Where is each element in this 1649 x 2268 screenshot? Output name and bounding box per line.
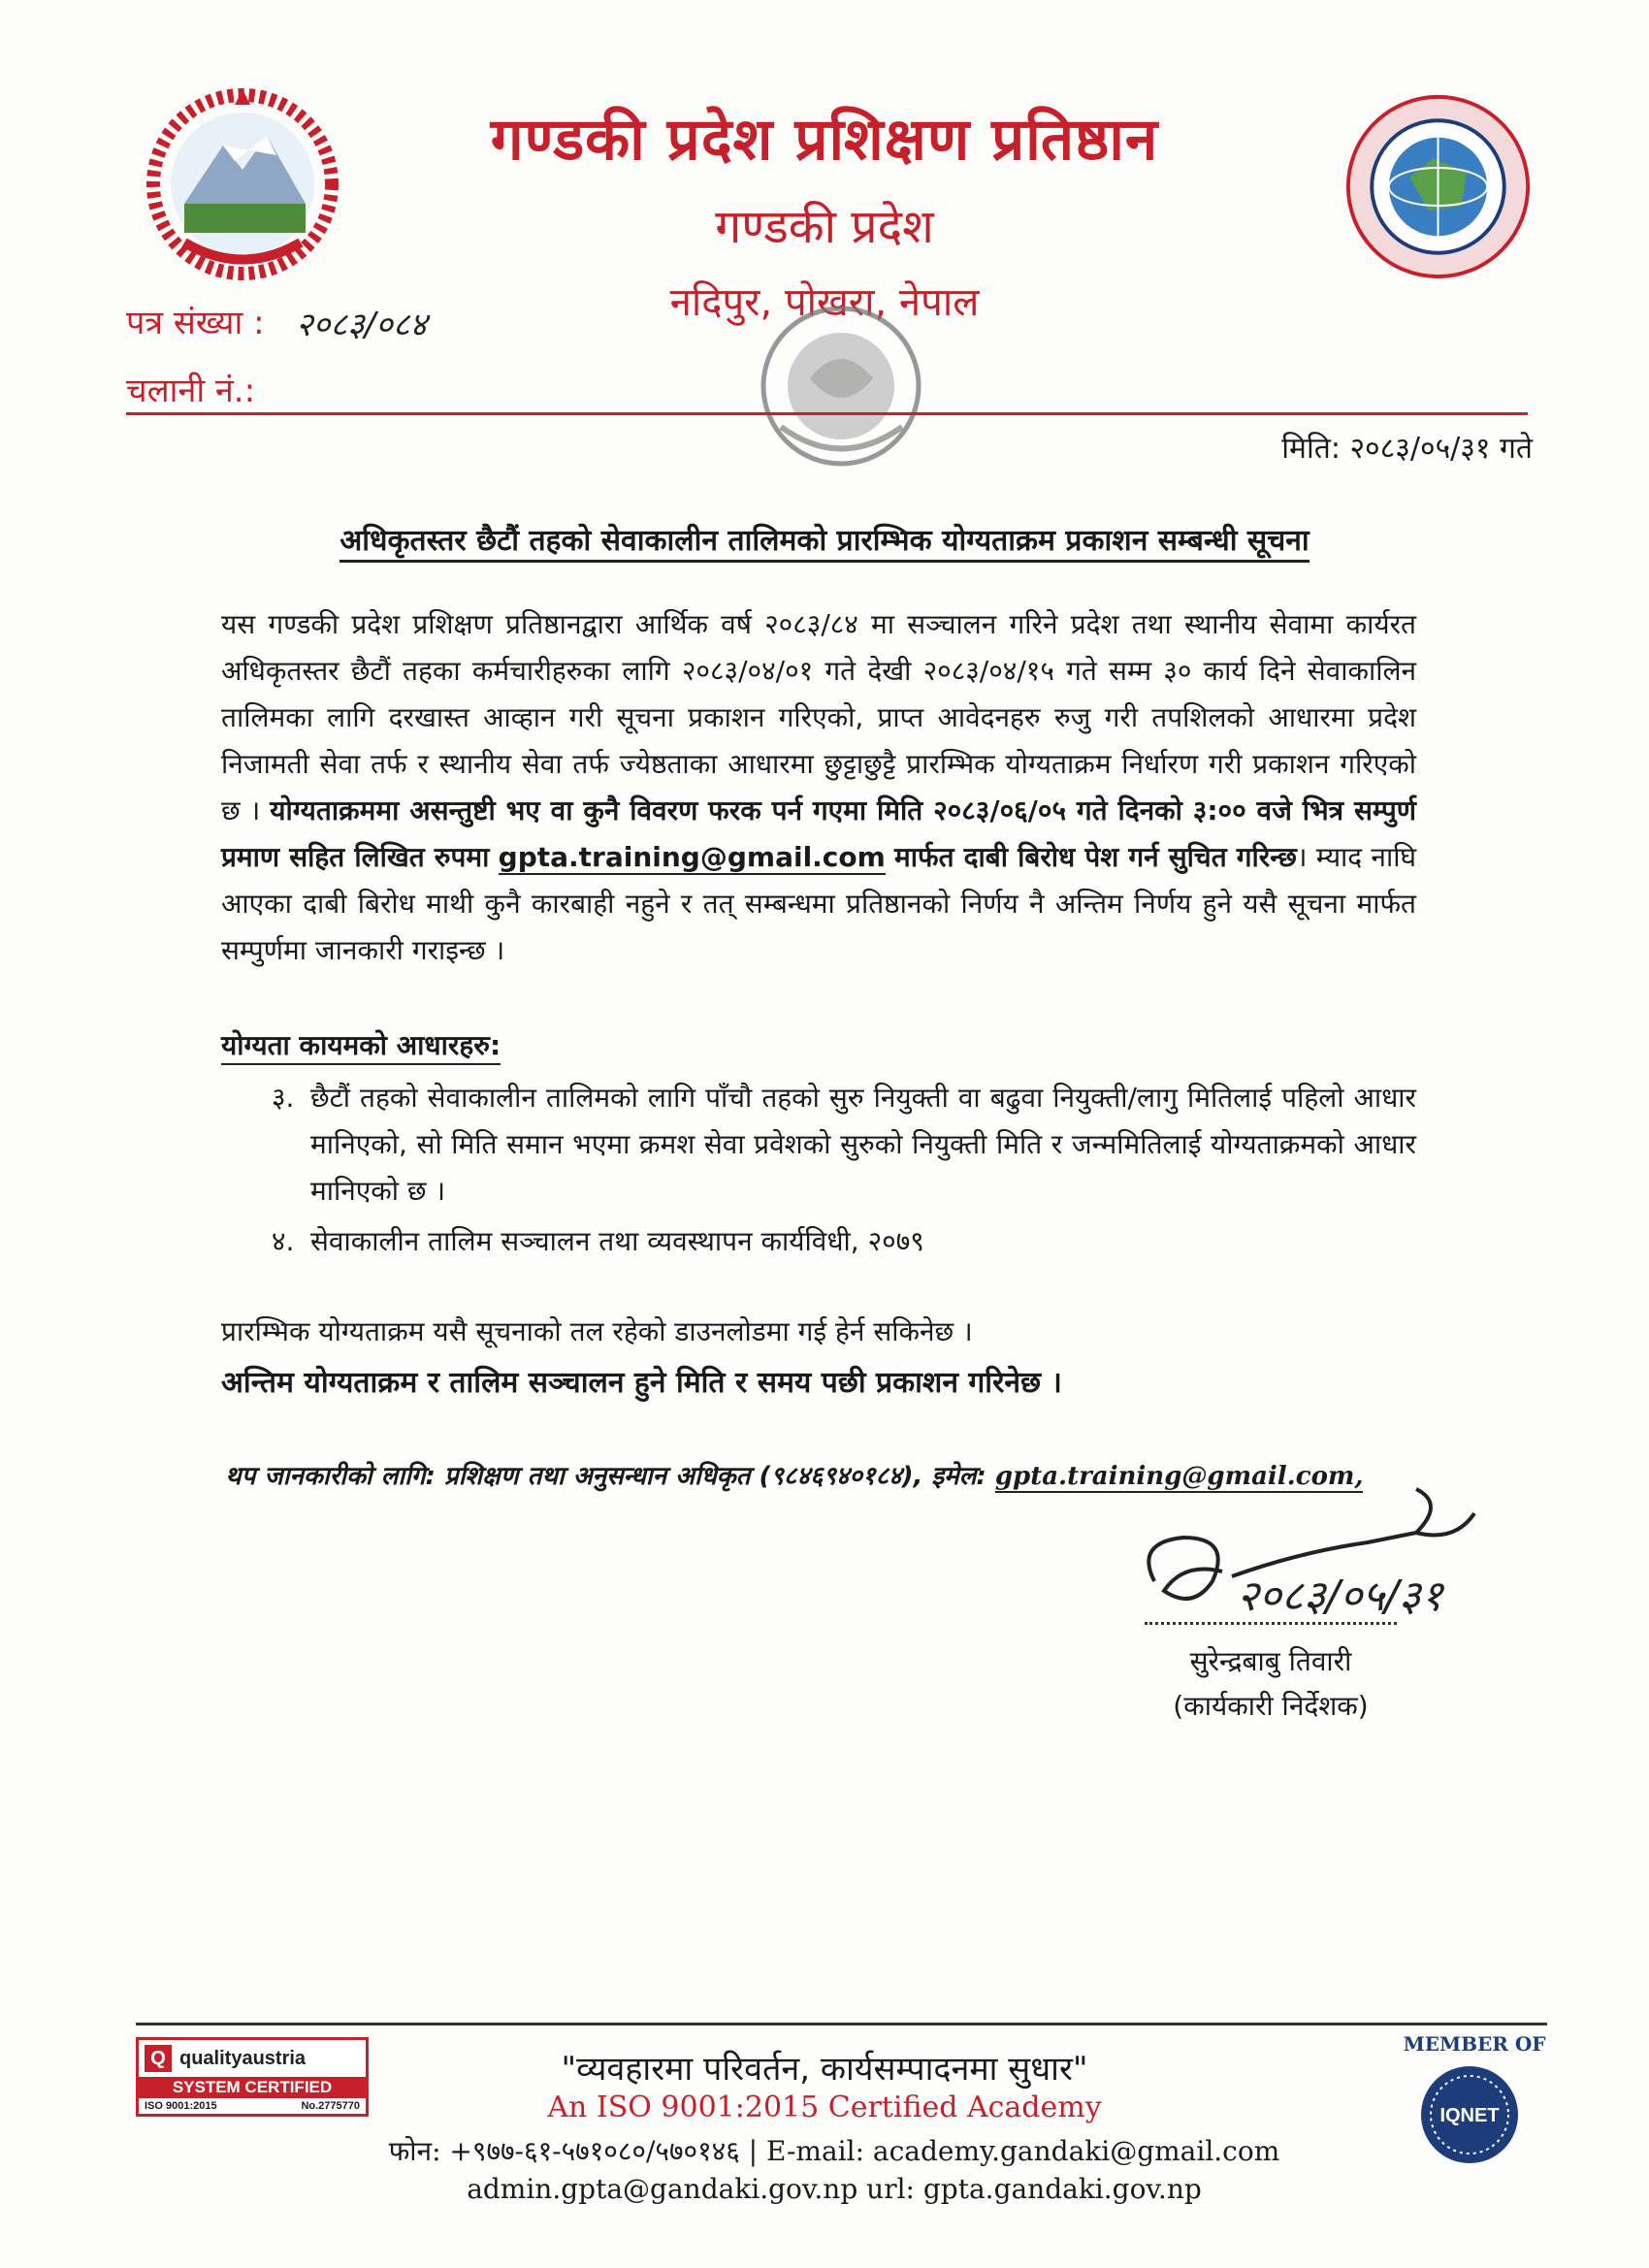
footer-web-links: admin.gpta@gandaki.gov.np url: gpta.gandaki.gov.np [467,2173,1202,2205]
province-name: गण्डकी प्रदेश [715,200,934,254]
basis-heading: योग्यता कायमको आधारहरु: [221,1026,501,1065]
download-note: प्रारम्भिक योग्यताक्रम यसै सूचनाको तल रहेको डाउनलोडमा गई हेर्न सकिनेछ । [221,1315,973,1347]
list-item [272,1075,1416,1215]
organization-name: गण्डकी प्रदेश प्रशिक्षण प्रतिष्ठान [490,106,1159,174]
footer-phone-email: फोन: +९७७-६१-५७१०८०/५७०१४६ | E-mail: academy.gandaki@gmail.com [388,2135,1280,2167]
complaint-email-link[interactable]: gpta.training@gmail.com [498,841,886,873]
body-complaint-deadline: योग्यताक्रममा असन्तुष्टी भए वा कुनै विवरण फरक पर्न गएमा मिति २०८३/०६/०५ गते दिनको ३:०० वजे भित्र सम्पुर्ण प्रमाण सहित लिखित रुपमा [221,794,1417,873]
body-complaint-instruction: मार्फत दाबी बिरोध पेश गर्न सुचित गरिन्छ [894,841,1297,873]
academy-logo [1343,92,1533,281]
reference-number-value: २०८३/०८४ [296,306,428,344]
footer-divider [136,2023,1547,2025]
notice-subject [194,519,1455,559]
organization-address: नदिपुर, पोखरा, नेपाल [669,280,980,325]
handwritten-signature [1125,1484,1552,1639]
notice-body [221,601,1416,974]
reference-number-label: पत्र संख्या : [126,304,265,342]
contact-prefix: थप जानकारीको लागि: प्रशिक्षण तथा अनुसन्धान अधिकृत (९८४६९४०१८४), इमेल: [225,1462,986,1491]
list-item-text: छैटौं तहको सेवाकालीन तालिमको लागि पाँचौ तहको सुरु नियुक्ती वा बढुवा नियुक्ती/लागु मितिलाई पहिलो आधार मानिएको, सो मिति समान भएमा क्रमश सेवा प्रवेशको सुरुको नियुक्ती मिति र जन्ममितिलाई योग्यताक्रमको आधार मानिएको छ । [310,1082,1416,1207]
body-intro: यस गण्डकी प्रदेश प्रशिक्षण प्रतिष्ठानद्वारा आर्थिक वर्ष २०८३/८४ मा सञ्चालन गरिने प्रदेश तथा स्थानीय सेवामा कार्यरत अधिकृतस्तर छैटौं तहका कर्मचारीहरुका लागि २०८३/०४/०१ गते देखी २०८३/०४/१५ गते सम्म ३० कार्य दिने सेवाकालिन तालिमका लागि दरखास्त आव्हान गरी सूचना प्रकाशन गरिएको, प्राप्त आवेदनहरु रुजु गरी तपशिलको आधारमा प्रदेश निजामती सेवा तर्फ र स्थानीय सेवा तर्फ ज्येष्ठताका आधारमा छुट्टाछुट्टै प्रारम्भिक योग्यताक्रम निर्धारण गरी प्रकाशन गरिएको छ । [221,608,1416,826]
dispatch-number-label: चलानी नं.: [126,372,256,410]
contact-email-link[interactable]: gpta.training@gmail.com, [994,1462,1364,1491]
office-stamp [732,301,951,485]
iso-certification: An ISO 9001:2015 Certified Academy [547,2090,1102,2124]
final-list-note: अन्तिम योग्यताक्रम र तालिम सञ्चालन हुने मिति र समय पछी प्रकाशन गरिनेछ । [221,1366,1062,1400]
qa-name: qualityaustria [179,2047,307,2069]
qa-iso: ISO 9001:2015 [145,2100,217,2112]
signatory-title: (कार्यकारी निर्देशक) [1173,1690,1369,1722]
signature-date: २०८३/०५/३१ [1237,1571,1443,1621]
member-of-label: MEMBER OF [1403,2032,1546,2056]
list-item-number: ४. [272,1225,295,1257]
quality-q-icon: Q [145,2045,172,2072]
iqnet-logo [1416,2061,1523,2168]
notice-subject-text: अधिकृतस्तर छैटौं तहको सेवाकालीन तालिमको प्रारम्भिक योग्यताक्रम प्रकाशन सम्बन्धी सूचना [340,524,1309,563]
iqnet-text: IQNET [1439,2105,1500,2126]
qa-number: No.2775770 [301,2100,360,2112]
qa-cert: SYSTEM CERTIFIED [139,2077,366,2098]
footer-motto: "व्यवहारमा परिवर्तन, कार्यसम्पादनमा सुधार" [561,2050,1088,2089]
list-item [272,1218,1416,1265]
letter-date: मिति: २०८३/०५/३१ गते [1281,432,1533,466]
body-closing: । म्याद नाघि आएका दाबी बिरोध माथी कुनै कारबाही नहुने र तत् सम्बन्धमा प्रतिष्ठानको निर्णय नै अन्तिम निर्णय हुने यसै सूचना मार्फत सम्पुर्णमा जानकारी गराइन्छ । [221,841,1417,966]
signatory-name: सुरेन्द्रबाबु तिवारी [1189,1645,1352,1677]
header-divider [126,412,1528,415]
list-item-text: सेवाकालीन तालिम सञ्चालन तथा व्यवस्थापन कार्यविधी, २०७९ [310,1225,924,1257]
list-item-number: ३. [272,1082,295,1114]
signature-line [1145,1622,1397,1625]
basis-list [272,1075,1416,1269]
quality-austria-badge [136,2037,369,2117]
signatory [1116,1639,1426,1729]
